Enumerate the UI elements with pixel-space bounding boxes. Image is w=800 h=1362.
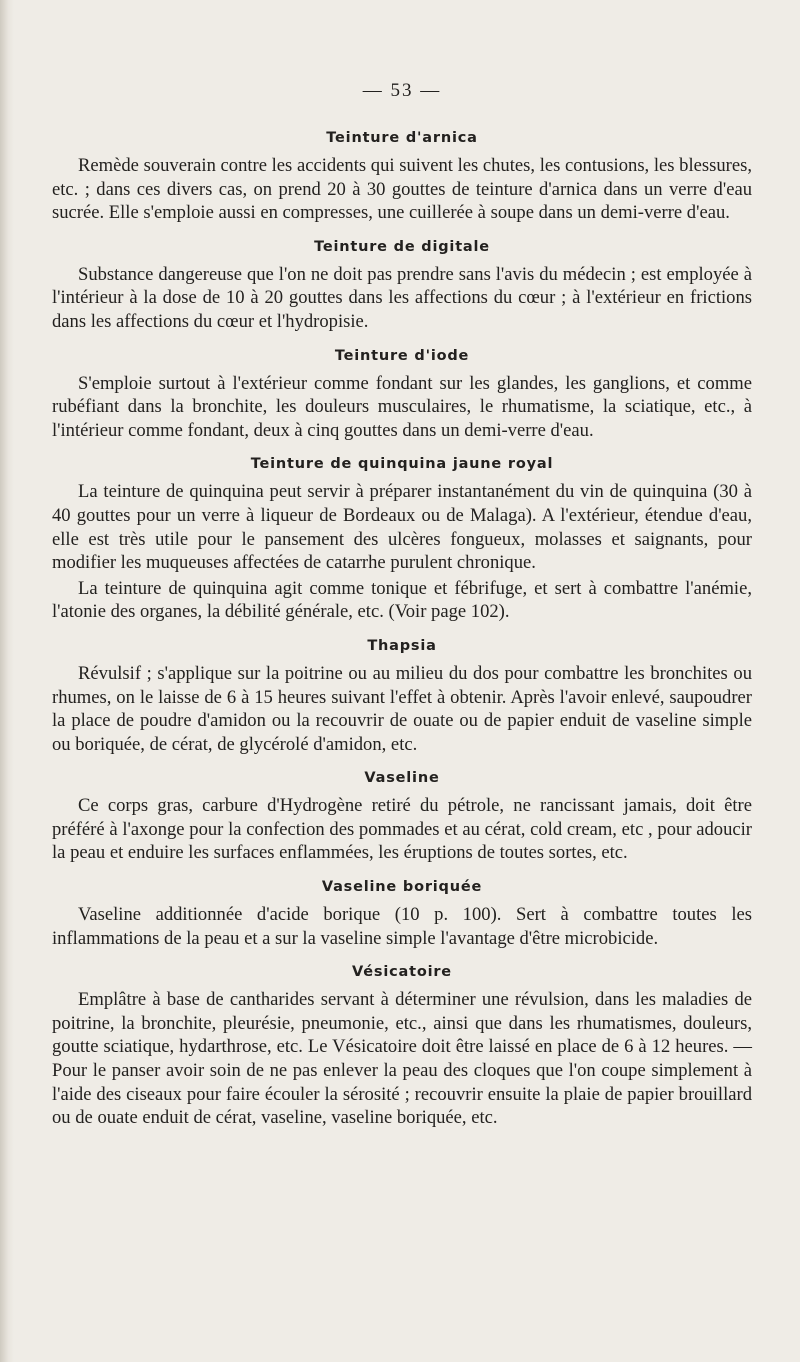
section-paragraph: S'emploie surtout à l'extérieur comme fondant sur les glandes, les ganglions, et comme rubéfiant dans la bronchite, les douleurs musculaires, le rhumatisme, la sciatique, etc., à l'intérieur comme fondant, deux à cinq gouttes dans un demi-verre d'eau.: [52, 372, 752, 441]
document-page: [52, 80, 752, 1142]
section-teinture-arnica: [52, 128, 752, 225]
section-heading: Thapsia: [367, 637, 437, 654]
section-paragraph: Révulsif ; s'applique sur la poitrine ou au milieu du dos pour combattre les bronchites ou rhumes, on le laisse de 6 à 15 heures suivant l'effet à obtenir. Après l'avoir enlevé, saupoudrer la place de poudre d'amidon ou la recouvrir de ouate ou de papier enduit de vaseline simple ou boriquée, de cérat, de glycérolé d'amidon, etc.: [52, 662, 752, 755]
section-heading: Vaseline boriquée: [321, 879, 483, 896]
section-teinture-iode: [52, 346, 752, 443]
section-heading: Vaseline: [364, 770, 440, 787]
section-heading: Teinture de digitale: [314, 238, 490, 255]
section-paragraph: Vaseline additionnée d'acide borique (10 p. 100). Sert à combattre toutes les inflammations de la peau et a sur la vaseline simple l'avantage d'être microbicide.: [52, 904, 752, 949]
section-paragraph: La teinture de quinquina agit comme tonique et fébrifuge, et sert à combattre l'anémie, l'atonie des organes, la débilité générale, etc. (Voir page 102).: [52, 577, 752, 623]
section-paragraph: Remède souverain contre les accidents qui suivent les chutes, les contusions, les blessures, etc. ; dans ces divers cas, on prend 20 à 30 gouttes de teinture d'arnica dans un verre d'eau sucrée. Elle s'emploie aussi en compresses, une cuillerée à soupe dans un demi-verre d'eau.: [52, 155, 752, 224]
section-vaseline-boriquee: [52, 877, 752, 950]
page-number: — 53 —: [362, 80, 442, 101]
section-heading: Teinture d'iode: [334, 347, 470, 364]
page-binding-edge: [0, 0, 14, 1362]
section-paragraph: Substance dangereuse que l'on ne doit pas prendre sans l'avis du médecin ; est employée à l'intérieur à la dose de 10 à 20 gouttes dans les affections du cœur ; à l'extérieur en frictions dans les affections du cœur et l'hydropisie.: [52, 263, 752, 332]
section-teinture-digitale: [52, 237, 752, 334]
section-vesicatoire: [52, 962, 752, 1130]
section-paragraph: Ce corps gras, carbure d'Hydrogène retiré du pétrole, ne rancissant jamais, doit être préféré à l'axonge pour la confection des pommades et au cérat, cold cream, etc , pour adoucir la peau et enduire les surfaces enflammées, les éruptions de toutes sortes, etc.: [52, 795, 752, 864]
section-vaseline: [52, 768, 752, 865]
section-paragraph: La teinture de quinquina peut servir à préparer instantanément du vin de quinquina (30 à 40 gouttes pour un verre à liqueur de Bordeaux ou de Malaga). A l'extérieur, étendue d'eau, elle est très utile pour le pansement des ulcères fongueux, molasses et saignants, pour modifier les muqueuses affectées de catarrhe purulent chronique.: [52, 481, 752, 574]
section-teinture-quinquina: [52, 454, 752, 624]
section-paragraph: Emplâtre à base de cantharides servant à déterminer une révulsion, dans les maladies de poitrine, la bronchite, pleurésie, pneumonie, etc., ainsi que dans les rhumatismes, douleurs, goutte sciatique, hydarthrose, etc. Le Vésicatoire doit être laissé en place de 6 à 12 heures. — Pour le panser avoir soin de ne pas enlever la peau des cloques que l'on coupe simplement à l'aide des ciseaux pour faire écouler la sérosité ; recouvrir ensuite la plaie de papier brouillard ou de ouate enduit de cérat, vaseline, vaseline boriquée, etc.: [52, 989, 752, 1129]
section-heading: Teinture de quinquina jaune royal: [250, 456, 554, 473]
section-heading: Vésicatoire: [352, 964, 452, 981]
section-heading: Teinture d'arnica: [326, 130, 478, 146]
section-thapsia: [52, 636, 752, 756]
